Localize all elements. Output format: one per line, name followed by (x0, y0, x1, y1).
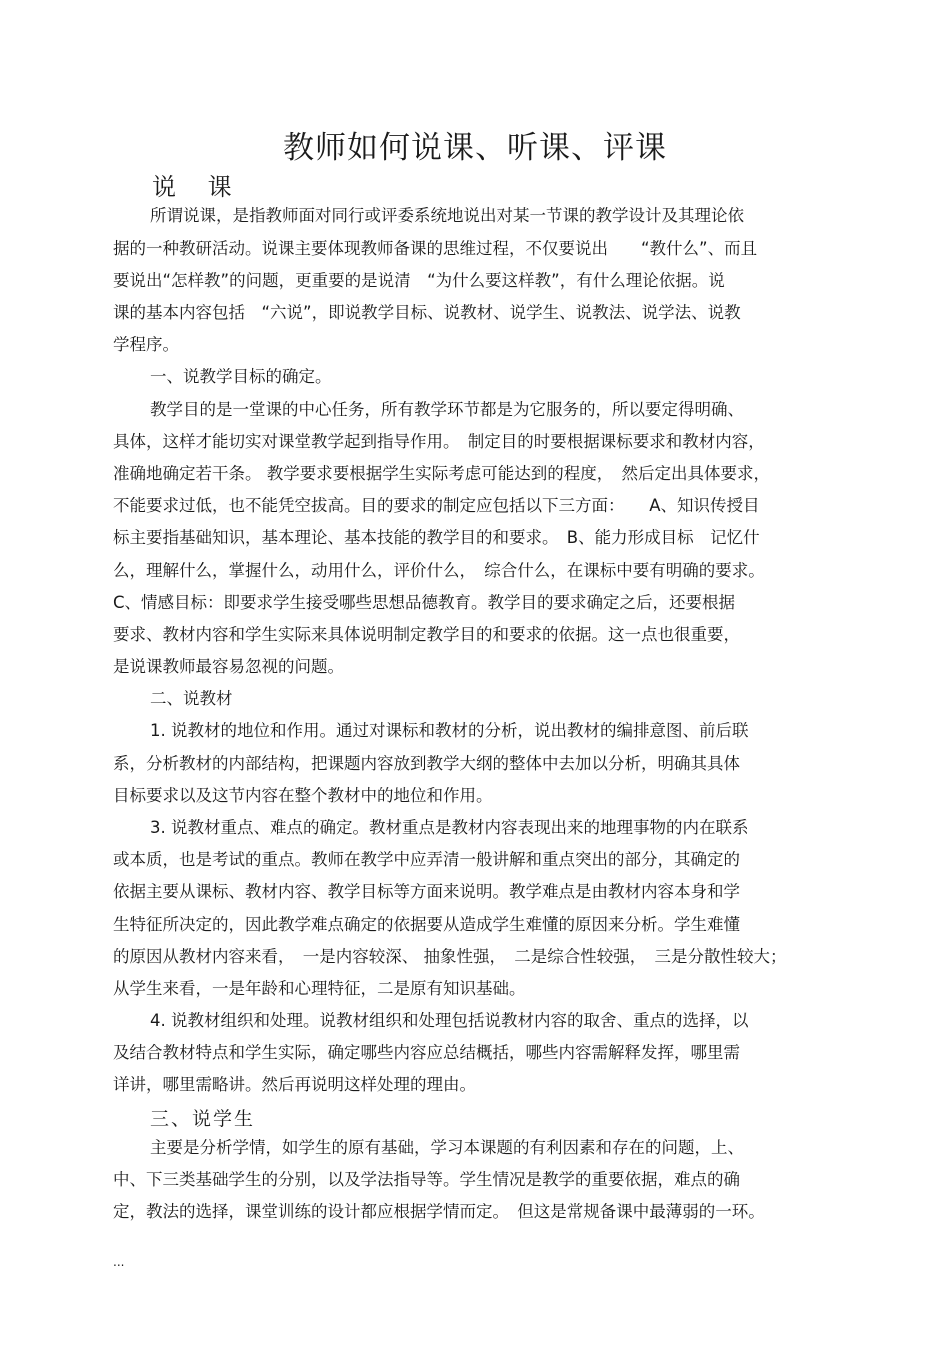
footer-ellipsis: ... (113, 1255, 125, 1269)
paragraph-line: 系，分析教材的内部结构，把课题内容放到教学大纲的整体中去加以分析，明确其具体 (113, 754, 740, 773)
paragraph-line: 及结合教材特点和学生实际，确定哪些内容应总结概括，哪些内容需解释发挥，哪里需 (113, 1043, 740, 1062)
paragraph-line: 3. 说教材重点、难点的确定。教材重点是教材内容表现出来的地理事物的内在联系 (150, 818, 749, 837)
paragraph-line: 课的基本内容包括 “六说”，即说教学目标、说教材、说学生、说教法、说学法、说教 (113, 303, 741, 322)
paragraph-line: 么，理解什么，掌握什么，动用什么，评价什么， 综合什么，在课标中要有明确的要求。 (113, 561, 765, 580)
paragraph-line: 要求、教材内容和学生实际来具体说明制定教学目的和要求的依据。这一点也很重要， (113, 625, 740, 644)
paragraph-line: 学程序。 (113, 335, 179, 354)
paragraph-line: 4. 说教材组织和处理。说教材组织和处理包括说教材内容的取舍、重点的选择，以 (150, 1011, 749, 1030)
paragraph-line: 具体，这样才能切实对课堂教学起到指导作用。 制定目的时要根据课标要求和教材内容， (113, 432, 765, 451)
paragraph-line: 据的一种教研活动。说课主要体现教师备课的思维过程，不仅要说出 “教什么”、而且 (113, 239, 758, 258)
paragraph-line: 是说课教师最容易忽视的问题。 (113, 657, 344, 676)
paragraph-line: 不能要求过低，也不能凭空拔高。目的要求的制定应包括以下三方面： A、知识传授目 (113, 496, 760, 515)
subheading-line: 二、说教材 (150, 689, 233, 708)
paragraph-line: C、情感目标：即要求学生接受哪些思想品德教育。教学目的要求确定之后，还要根据 (113, 593, 736, 612)
paragraph-line: 要说出“怎样教”的问题，更重要的是说清 “为什么要这样教”，有什么理论依据。说 (113, 271, 725, 290)
paragraph-line: 或本质，也是考试的重点。教师在教学中应弄清一般讲解和重点突出的部分，其确定的 (113, 850, 740, 869)
paragraph-line: 准确地确定若干条。 教学要求要根据学生实际考虑可能达到的程度， 然后定出具体要求， (113, 464, 770, 483)
paragraph-line: 生特征所决定的，因此教学难点确定的依据要从造成学生难懂的原因来分析。学生难懂 (113, 915, 740, 934)
paragraph-line: 定，教法的选择，课堂训练的设计都应根据学情而定。 但这是常规备课中最薄弱的一环。 (113, 1202, 765, 1221)
paragraph-line: 主要是分析学情，如学生的原有基础，学习本课题的有利因素和存在的问题，上、 (150, 1138, 744, 1157)
paragraph-line: 标主要指基础知识，基本理论、基本技能的教学目的和要求。 B、能力形成目标 记忆什 (113, 528, 760, 547)
paragraph-line: 依据主要从课标、教材内容、教学目标等方面来说明。教学难点是由教材内容本身和学 (113, 882, 740, 901)
paragraph-line: 从学生来看，一是年龄和心理特征，二是原有知识基础。 (113, 979, 526, 998)
subheading-line: 一、说教学目标的确定。 (150, 367, 332, 386)
section-heading-shuoke: 说 课 (152, 173, 244, 201)
paragraph-line: 1. 说教材的地位和作用。通过对课标和教材的分析，说出教材的编排意图、前后联 (150, 721, 749, 740)
paragraph-line: 中、下三类基础学生的分别，以及学法指导等。学生情况是教学的重要依据，难点的确 (113, 1170, 740, 1189)
paragraph-line: 目标要求以及这节内容在整个教材中的地位和作用。 (113, 786, 493, 805)
section-heading-shuoxuesheng: 三、说学生 (150, 1108, 256, 1130)
paragraph-line: 的原因从教材内容来看， 一是内容较深、 抽象性强， 二是综合性较强， 三是分散性较大； (113, 947, 787, 966)
paragraph-line: 教学目的是一堂课的中心任务，所有教学环节都是为它服务的，所以要定得明确、 (150, 400, 744, 419)
document-title: 教师如何说课、听课、评课 (283, 130, 667, 166)
paragraph-line: 详讲，哪里需略讲。然后再说明这样处理的理由。 (113, 1075, 476, 1094)
paragraph-line: 所谓说课，是指教师面对同行或评委系统地说出对某一节课的教学设计及其理论依 (150, 206, 744, 225)
